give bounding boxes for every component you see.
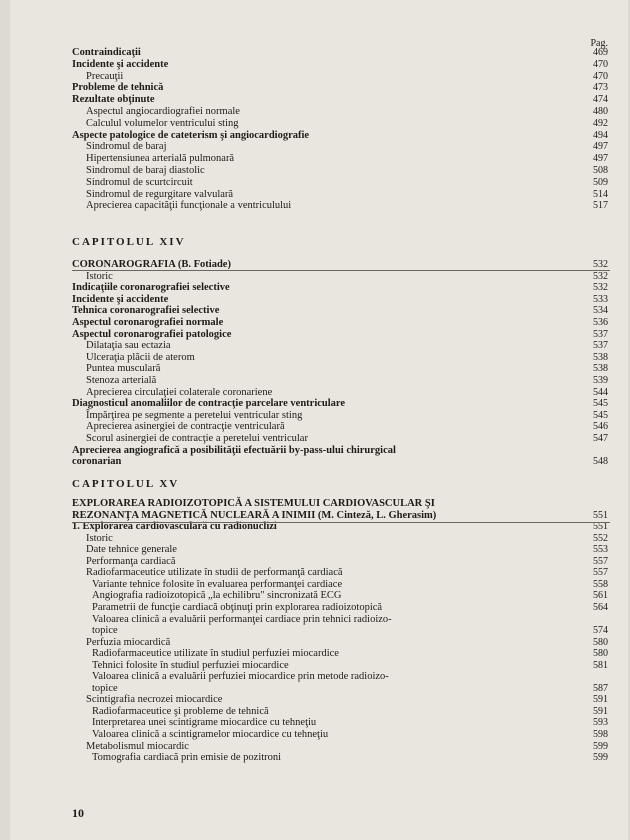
- toc-entry-title: Aprecierea angiografică a posibilităţii efectuării by-pass-ului chirurgical: [72, 444, 396, 456]
- toc-entry-page: 509: [593, 176, 608, 188]
- toc-entry-page: 551: [593, 509, 608, 521]
- toc-entry-title: Parametrii de funcţie cardiacă obţinuţi prin explorarea radioizotopică: [92, 601, 383, 613]
- toc-entry-page: 534: [593, 305, 608, 317]
- toc-entry-title: Sindromul de regurgitare valvulară: [86, 188, 234, 200]
- toc-entry-title: Dilataţia sau ectazia: [86, 340, 171, 352]
- toc-entry-page: 544: [593, 386, 608, 398]
- toc-entry-page: 557: [593, 567, 608, 579]
- toc-entry-page: 497: [593, 153, 608, 165]
- toc-entry-page: 546: [593, 421, 608, 433]
- toc-entry-title: REZONANŢA MAGNETICĂ NUCLEARĂ A INIMII (M. Cinteză, L. Gherasim): [72, 509, 437, 521]
- toc-entry-title: Valoarea clinică a evaluării performanţei cardiace prin tehnici radioizo-: [92, 613, 392, 625]
- toc-entry-title: Radiofarmaceutice utilizate în studii de performanţă cardiacă: [86, 567, 343, 579]
- toc-entry-title: Metabolismul miocardic: [86, 740, 189, 752]
- toc-entry-page: 561: [593, 590, 608, 602]
- toc-entry-title: Perfuzia miocardică: [86, 636, 171, 648]
- toc-entry-page: 533: [593, 293, 608, 305]
- toc-entry-page: 538: [593, 363, 608, 375]
- page-column-header: Pag.: [590, 38, 608, 49]
- toc-entry-title: Variante tehnice folosite în evaluarea performanţei cardiace: [92, 578, 343, 590]
- toc-entry-title: Angiografia radioizotopică „la echilibru" sincronizată ECG: [92, 590, 342, 602]
- toc-entry-page: 536: [593, 317, 608, 328]
- toc-entry-title: topice: [92, 625, 118, 637]
- toc-entry-title: topice: [92, 682, 118, 694]
- toc-entry-title: Sindromul de baraj diastolic: [86, 165, 205, 176]
- toc-entry-page: 545: [593, 409, 608, 421]
- toc-entry-page: 553: [593, 544, 608, 556]
- toc-entry: [10, 455, 628, 468]
- toc-entry-title: Ulceraţia plăcii de aterom: [86, 351, 195, 363]
- toc-entry-title: EXPLORAREA RADIOIZOTOPICĂ A SISTEMULUI CARDIOVASCULAR ŞI: [72, 498, 435, 509]
- toc-entry-page: 532: [593, 259, 608, 270]
- toc-entry-title: Diagnosticul anomaliilor de contracţie parcelare ventriculare: [72, 398, 346, 410]
- toc-entry-page: 552: [593, 532, 608, 544]
- toc-entry-title: Probleme de tehnică: [72, 82, 164, 94]
- toc-entry-title: Valoarea clinică a scintigramelor miocardice cu tehneţiu: [92, 729, 329, 740]
- toc-entry-page: 545: [593, 398, 608, 410]
- toc-entry-title: Precauţii: [86, 70, 124, 82]
- toc-entry-page: 598: [593, 729, 608, 740]
- toc-entry-title: Aspecte patologice de cateterism şi angiocardiografie: [72, 129, 310, 141]
- toc-entry-page: 551: [593, 521, 608, 533]
- toc-entry-page: 591: [593, 694, 608, 706]
- toc-entry-page: 539: [593, 375, 608, 386]
- toc-entry-title: Istoric: [86, 270, 113, 282]
- toc-entry-page: 537: [593, 328, 608, 340]
- toc-entry-page: 587: [593, 682, 608, 694]
- chapter-heading: CAPITOLUL XV: [72, 478, 180, 490]
- toc-entry-title: Tomografia cardiacă prin emisie de pozitroni: [92, 752, 282, 764]
- toc-entry-title: Calculul volumelor ventricului sting: [86, 117, 239, 129]
- toc-entry-title: CORONAROGRAFIA (B. Fotiade): [72, 259, 231, 270]
- toc-entry-page: 581: [593, 659, 608, 671]
- toc-entry-title: Aspectul angiocardiografiei normale: [86, 106, 240, 117]
- divider-line: [72, 270, 610, 271]
- toc-entry-title: Rezultate obţinute: [72, 94, 155, 106]
- toc-entry-page: 599: [593, 740, 608, 752]
- toc-entry-page: 599: [593, 752, 608, 764]
- toc-entry-title: Puntea musculară: [86, 363, 161, 375]
- toc-entry-title: Aprecierea circulaţiei colaterale coronariene: [86, 386, 273, 398]
- toc-entry-title: Aspectul coronarografiei normale: [72, 317, 224, 328]
- toc-entry-page: 508: [593, 165, 608, 176]
- page-number: 10: [72, 806, 84, 820]
- toc-entry-page: 497: [593, 141, 608, 153]
- book-page: [10, 0, 628, 840]
- toc-entry-title: Sindromul de scurtcircuit: [86, 176, 193, 188]
- toc-entry-page: 532: [593, 282, 608, 294]
- toc-entry-page: 591: [593, 705, 608, 717]
- toc-entry-page: 494: [593, 129, 608, 141]
- toc-entry-title: coronarian: [72, 456, 122, 468]
- toc-entry-page: 574: [593, 625, 608, 637]
- toc-entry: [10, 199, 628, 212]
- toc-entry-page: 480: [593, 106, 608, 117]
- toc-entry-page: 517: [593, 200, 608, 212]
- toc-entry-page: 532: [593, 270, 608, 282]
- toc-entry-title: Hipertensiunea arterială pulmonară: [86, 153, 235, 165]
- table-of-contents: [10, 0, 628, 840]
- divider-line: [72, 522, 610, 523]
- toc-entry-page: 557: [593, 555, 608, 567]
- toc-entry-page: 514: [593, 188, 608, 200]
- toc-entry-page: 558: [593, 578, 608, 590]
- toc-entry-title: Stenoza arterială: [86, 375, 157, 386]
- toc-entry-title: Date tehnice generale: [86, 544, 177, 556]
- toc-entry-page: 580: [593, 648, 608, 660]
- toc-entry-page: 469: [593, 47, 608, 58]
- toc-entry-title: Radiofarmaceutice utilizate în studiul perfuziei miocardice: [92, 648, 339, 660]
- toc-entry-title: Tehnica coronarografiei selective: [72, 305, 220, 317]
- toc-entry-title: Contraindicaţii: [72, 47, 141, 58]
- toc-entry-page: 492: [593, 117, 608, 129]
- toc-entry-title: Interpretarea unei scintigrame miocardice cu tehneţiu: [92, 717, 317, 729]
- toc-entry-title: Tehnici folosite în studiul perfuziei miocardice: [92, 659, 289, 671]
- toc-entry-page: 473: [593, 82, 608, 94]
- toc-entry-title: Aprecierea asinergiei de contracţie ventriculară: [86, 421, 285, 433]
- toc-entry-title: Performanţa cardiacă: [86, 555, 176, 567]
- toc-entry-page: 537: [593, 340, 608, 352]
- toc-entry-page: 474: [593, 94, 608, 106]
- toc-entry-title: Sindromul de baraj: [86, 141, 167, 153]
- toc-entry-title: 1. Explorarea cardiovasculară cu radionuclizi: [72, 521, 277, 533]
- toc-entry-title: Istoric: [86, 532, 113, 544]
- toc-entry-title: Incidente şi accidente: [72, 293, 169, 305]
- toc-entry-title: Scintigrafia necrozei miocardice: [86, 694, 223, 706]
- toc-entry-title: Incidente şi accidente: [72, 58, 169, 70]
- toc-entry-title: Radiofarmaceutice şi probleme de tehnică: [92, 705, 269, 717]
- toc-entry-page: 564: [593, 601, 608, 613]
- toc-entry-page: 547: [593, 433, 608, 444]
- toc-entry-title: Împărţirea pe segmente a peretelui ventricular sting: [86, 409, 303, 421]
- toc-entry-page: 580: [593, 636, 608, 648]
- toc-entry-page: 470: [593, 58, 608, 70]
- toc-entry-page: 538: [593, 351, 608, 363]
- toc-entry-title: Aspectul coronarografiei patologice: [72, 328, 232, 340]
- toc-entry-title: Scorul asinergiei de contracţie a peretelui ventricular: [86, 433, 308, 444]
- toc-entry-page: 593: [593, 717, 608, 729]
- toc-entry-title: Valoarea clinică a evaluării perfuziei miocardice prin metode radioizo-: [92, 671, 389, 683]
- toc-entry-page: 548: [593, 456, 608, 468]
- chapter-heading: CAPITOLUL XIV: [72, 236, 186, 248]
- toc-entry-title: Aprecierea capacităţii funcţionale a ventriculului: [86, 200, 292, 212]
- toc-entry-title: Indicaţiile coronarografiei selective: [72, 282, 230, 294]
- toc-entry: [10, 751, 628, 764]
- toc-entry-page: 470: [593, 70, 608, 82]
